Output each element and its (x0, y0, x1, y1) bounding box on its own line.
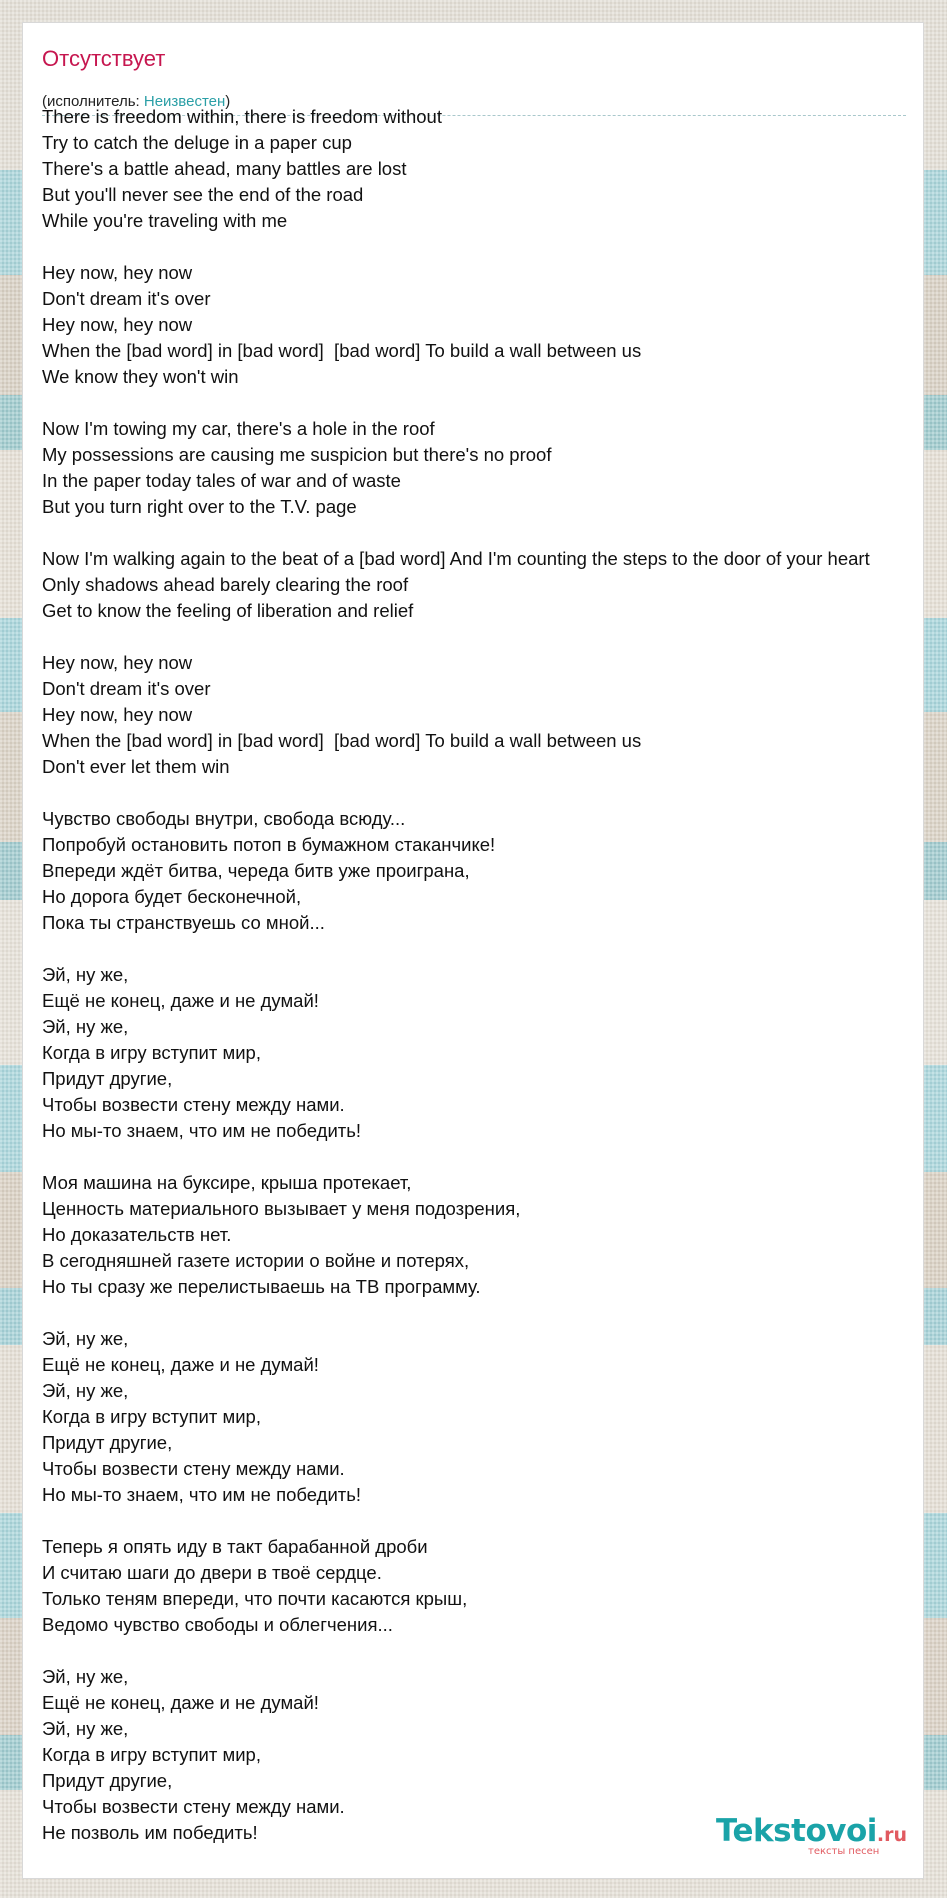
lyric-line: Придут другие, (42, 1770, 173, 1791)
lyric-line: In the paper today tales of war and of waste (42, 470, 401, 491)
lyric-line: Но дорога будет бесконечной, (42, 886, 302, 907)
lyric-line: We know they won't win (42, 366, 239, 387)
lyric-line: When the [bad word] in [bad word] [bad word] To build a wall between us (42, 730, 642, 751)
lyric-line: Не позволь им победить! (42, 1822, 258, 1843)
lyric-line: Ещё не конец, даже и не думай! (42, 990, 319, 1011)
lyric-line: Эй, ну же, (42, 1328, 129, 1349)
lyric-line (42, 1144, 924, 1170)
lyric-line: Ещё не конец, даже и не думай! (42, 1692, 319, 1713)
lyric-line (42, 1300, 924, 1326)
lyric-line: But you'll never see the end of the road (42, 184, 364, 205)
lyric-line: Чтобы возвести стену между нами. (42, 1094, 345, 1115)
lyric-line: В сегодняшней газете истории о войне и потерях, (42, 1250, 470, 1271)
lyric-line: Теперь я опять иду в такт барабанной дроби (42, 1536, 428, 1557)
lyric-line: Эй, ну же, (42, 1666, 129, 1687)
lyric-line: Попробуй остановить потоп в бумажном стаканчике! (42, 834, 496, 855)
lyric-line: Но мы-то знаем, что им не победить! (42, 1484, 362, 1505)
lyric-line: Hey now, hey now (42, 704, 193, 725)
lyric-line (42, 936, 924, 962)
lyric-line: My possessions are causing me suspicion but there's no proof (42, 444, 552, 465)
lyric-line (42, 1508, 924, 1534)
lyric-line: Эй, ну же, (42, 1380, 129, 1401)
logo-tagline: тексты песен (808, 1846, 880, 1857)
lyric-line: Но ты сразу же перелистываешь на ТВ программу. (42, 1276, 481, 1297)
lyric-line (42, 390, 924, 416)
lyric-line: Hey now, hey now (42, 652, 193, 673)
artist-link[interactable]: Неизвестен (143, 93, 226, 110)
lyric-line: Пока ты странствуешь со мной... (42, 912, 325, 933)
logo-tld: .ru (876, 1824, 907, 1846)
lyrics-page (22, 22, 924, 1879)
artist-prefix: (исполнитель: (42, 93, 144, 110)
lyric-line: Но мы-то знаем, что им не победить! (42, 1120, 362, 1141)
artist-suffix: ) (225, 93, 231, 110)
lyric-line: Ведомо чувство свободы и облегчения... (42, 1614, 393, 1635)
lyric-line: There is freedom within, there is freedom without (42, 106, 442, 127)
lyric-line: Чувство свободы внутри, свобода всюду... (42, 808, 406, 829)
lyric-line: Когда в игру вступит мир, (42, 1042, 261, 1063)
lyric-line (42, 624, 924, 650)
lyric-line: Впереди ждёт битва, череда битв уже проиграна, (42, 860, 470, 881)
lyric-line: Ещё не конец, даже и не думай! (42, 1354, 319, 1375)
lyric-line: Но доказательств нет. (42, 1224, 232, 1245)
lyric-line: Now I'm walking again to the beat of a [bad word] And I'm counting the steps to the door of your heart (42, 548, 870, 569)
lyric-line (42, 520, 924, 546)
song-title: Отсутствует (42, 46, 166, 71)
lyric-line: Now I'm towing my car, there's a hole in the roof (42, 418, 435, 439)
lyric-line: Только теням впереди, что почти касаются крыш, (42, 1588, 468, 1609)
lyric-line: Придут другие, (42, 1432, 173, 1453)
lyric-line: Only shadows ahead barely clearing the roof (42, 574, 409, 595)
lyric-line: When the [bad word] in [bad word] [bad word] To build a wall between us (42, 340, 642, 361)
logo-main-text: Tekstovoi (716, 1813, 877, 1849)
lyric-line (42, 1638, 924, 1664)
lyric-line: Моя машина на буксире, крыша протекает, (42, 1172, 412, 1193)
lyric-line: But you turn right over to the T.V. page (42, 496, 357, 517)
lyric-line: There's a battle ahead, many battles are lost (42, 158, 407, 179)
lyrics-text (42, 104, 924, 1846)
lyric-line: Эй, ну же, (42, 964, 129, 985)
lyric-line: Hey now, hey now (42, 314, 193, 335)
lyric-line (42, 234, 924, 260)
lyric-line: Get to know the feeling of liberation and relief (42, 600, 414, 621)
lyric-line: Don't dream it's over (42, 288, 211, 309)
lyric-line: Придут другие, (42, 1068, 173, 1089)
lyric-line: Чтобы возвести стену между нами. (42, 1796, 345, 1817)
lyric-line: While you're traveling with me (42, 210, 288, 231)
lyric-line: Hey now, hey now (42, 262, 193, 283)
lyric-line: Когда в игру вступит мир, (42, 1406, 261, 1427)
lyric-line: Don't ever let them win (42, 756, 230, 777)
lyric-line: Чтобы возвести стену между нами. (42, 1458, 345, 1479)
lyric-line: Эй, ну же, (42, 1718, 129, 1739)
lyric-line: Try to catch the deluge in a paper cup (42, 132, 352, 153)
lyric-line: Эй, ну же, (42, 1016, 129, 1037)
lyric-line: Ценность материального вызывает у меня подозрения, (42, 1198, 521, 1219)
site-logo[interactable] (716, 1813, 916, 1861)
lyric-line: Когда в игру вступит мир, (42, 1744, 261, 1765)
lyric-line (42, 780, 924, 806)
lyric-line: Don't dream it's over (42, 678, 211, 699)
lyric-line: И считаю шаги до двери в твоё сердце. (42, 1562, 382, 1583)
